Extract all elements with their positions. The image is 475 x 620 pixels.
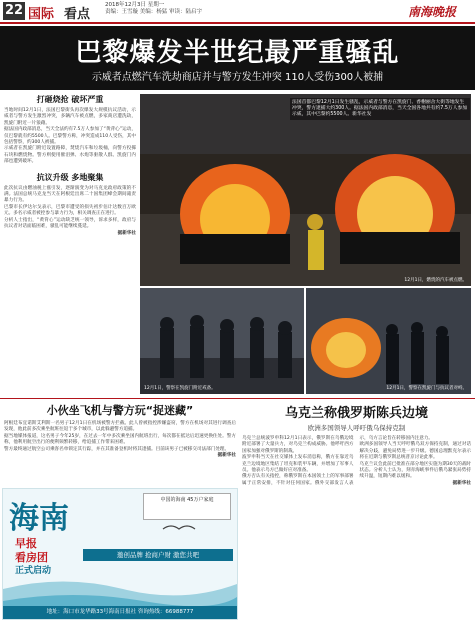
story3-paragraph: 乌克兰议会此前已批准在部分地区实施为期30天的战时状态。分析人士认为，刻赤海峡事件后俄乌紧张局势持续升温，短期内难以缓和。: [359, 461, 472, 480]
lead-photo-police-2: [306, 288, 471, 394]
story-2: [4, 402, 236, 484]
story3-paragraph: 乌克兰总统波罗申科12月1日表示，俄罗斯在乌俄边境附近部署了大量兵力，对乌克兰构成威胁。他呼吁西方国家加强对俄罗斯的制裁。: [242, 436, 354, 454]
lead-subhead-1: 打砸烧抢 破坏严重: [36, 95, 104, 104]
photo-caption: 12月1日，警察在凯旋门与抗议者对峙。: [386, 386, 467, 391]
issue-meta: [105, 2, 202, 16]
riot-scene-illustration: [306, 288, 471, 394]
issue-editors: 责编：王雪璇 美编：杨猛 审读：陆启宇: [105, 9, 202, 15]
ad-line1: 早报: [15, 537, 37, 550]
lead-photo-fire: [140, 94, 471, 286]
section-sub: 看点: [64, 7, 91, 22]
story2-paragraph: 阿根廷布宜诺斯艾利斯一名男子12月1日在机场被警方拦截。此人曾被指控涉嫌盗窃，警方在机场对其进行调查后发现，他此前多次乘坐航班往返于多个城市，以此躲避警方追捕。: [4, 421, 236, 433]
lead-text-column: [4, 94, 136, 394]
story3-paragraph: 波罗申科当天在社交媒体上发布消息称，俄方在靠近乌克兰边境地区集结了坦克和装甲车辆，并增加了军事人员。他表示乌方已做好应对准备。: [242, 455, 354, 474]
photo-caption: 12月1日，燃烧的汽车被点燃。: [404, 278, 467, 283]
page-number: 22: [4, 3, 24, 18]
story2-paragraph: 据当地媒体报道，这名男子今年25岁，在过去一年中多次乘坐国内航班出行，每次都在抵达后迅速更换住处。警方称，他利用航空出行的便利频繁转移，给追捕工作带来困难。: [4, 433, 236, 446]
ad-slogan: 邀创品牌 抢商户财 激您共吧: [83, 549, 233, 561]
story3-paragraph: 俄方否认有关指控，称俄罗斯在本国领土上的军事部署属于正常安排，不针对任何国家。俄外交部发言人表示，乌方言论旨在转移国内注意力。: [242, 436, 434, 486]
story2-paragraph: 警方最终通过航空公司乘客名单锁定其行踪，并在其准备登机时将其逮捕。目前该男子已被移交司法部门处理。: [4, 446, 230, 452]
police-line-illustration: [140, 288, 304, 394]
newspaper-logo: 南海晚报: [408, 5, 457, 19]
ad-footer: 地址：海口市龙华路33号海南日报社 咨询热线：66988777: [3, 606, 237, 619]
header-rule: [0, 22, 475, 24]
story3-headline: 乌克兰称俄罗斯陈兵边境: [284, 406, 428, 421]
section-divider: [0, 398, 475, 399]
lead-subhead-2: 抗议升级 多地聚集: [36, 172, 104, 182]
story3-body: [242, 436, 471, 487]
lead-banner: [0, 26, 475, 90]
ad-title: 海南: [9, 501, 69, 536]
lead-headline: 巴黎爆发半世纪最严重骚乱: [75, 38, 400, 68]
ad-line3: 正式启动: [15, 566, 52, 576]
issue-date: 2018年12月3日 星期一: [105, 2, 165, 8]
photo-caption: 法国首都巴黎12月1日发生骚乱，示威者与警方在凯旋门、香榭丽舍大街等地发生冲突，警方逮捕大约300人。据法国内政部消息，当天全国各地共有约7.5万人参加示威，其中巴黎约5500人。新华社发: [290, 98, 470, 120]
lead-paragraph: 据法国内政部消息，当天全法约有7.5万人参加了“黄背心”运动，仅巴黎就有约5500人。巴黎警方称，冲突造成110人受伤，其中包括警察，约300人被捕。: [4, 127, 136, 146]
section-name: 国际: [28, 7, 55, 22]
story3-subheadline: 欧洲多国领导人呼吁俄乌保持克制: [307, 424, 406, 432]
story-3: [242, 402, 471, 616]
lead-paragraph: 此次抗议由燃油税上涨引发，逐渐演变为对马克龙政府政策的不满。法国总统马克龙当天在阿根廷出席二十国集团峰会期间谴责暴力行为。: [4, 185, 136, 204]
ad-badge: 中国的海南 45万户家庭: [143, 493, 231, 520]
lead-paragraph: 示威者在凯旋门附近设置路障，焚烧汽车和垃圾桶，向警方投掷石块和燃烧物。警方则使用催泪弹、水炮等驱散人群。凯旋门内部也遭到破坏。: [4, 146, 136, 165]
lead-subheadline: 示威者点燃汽车洗劫商店并与警方发生冲突 110人受伤300人被捕: [91, 72, 384, 83]
photo-caption: 12月1日，警察在凯旋门附近戒备。: [144, 386, 216, 391]
lead-paragraph: 当地时间12月1日，法国巴黎街头再次爆发大规模抗议活动，示威者与警方发生激烈冲突，多辆汽车被点燃，多家商店遭洗劫，凯旋门附近一片狼藉。: [4, 108, 136, 126]
story3-credit: 据新华社: [452, 480, 471, 486]
story2-headline: 小伙坐飞机与警方玩“捉迷藏”: [46, 404, 194, 417]
advertisement[interactable]: [2, 488, 238, 620]
lead-paragraph: 分析人士指出，“黄背心”运动缺乏统一领导，诉求多样，政府与抗议者对话面临困难，骚乱可能继续蔓延。: [4, 217, 136, 230]
lead-paragraph: 巴黎市长伊达尔戈表示，巴黎市遭受的损失初步估计达数百万欧元。多名示威者被控参与暴力行为，相关调查正在进行。: [4, 204, 136, 217]
story3-paragraph: 欧洲多国领导人当天呼吁俄乌双方保持克制，通过对话解决分歧，避免局势进一步升级。德国总理默克尔表示将在近期与俄罗斯总统普京讨论此事。: [359, 442, 471, 461]
lead-credit: 据新华社: [117, 230, 136, 236]
page-header: [0, 0, 475, 22]
burning-car-illustration: [140, 94, 471, 286]
lead-photo-police-1: [140, 288, 304, 394]
ad-line2: 看房团: [15, 551, 48, 564]
story2-credit: 据新华社: [217, 453, 236, 459]
